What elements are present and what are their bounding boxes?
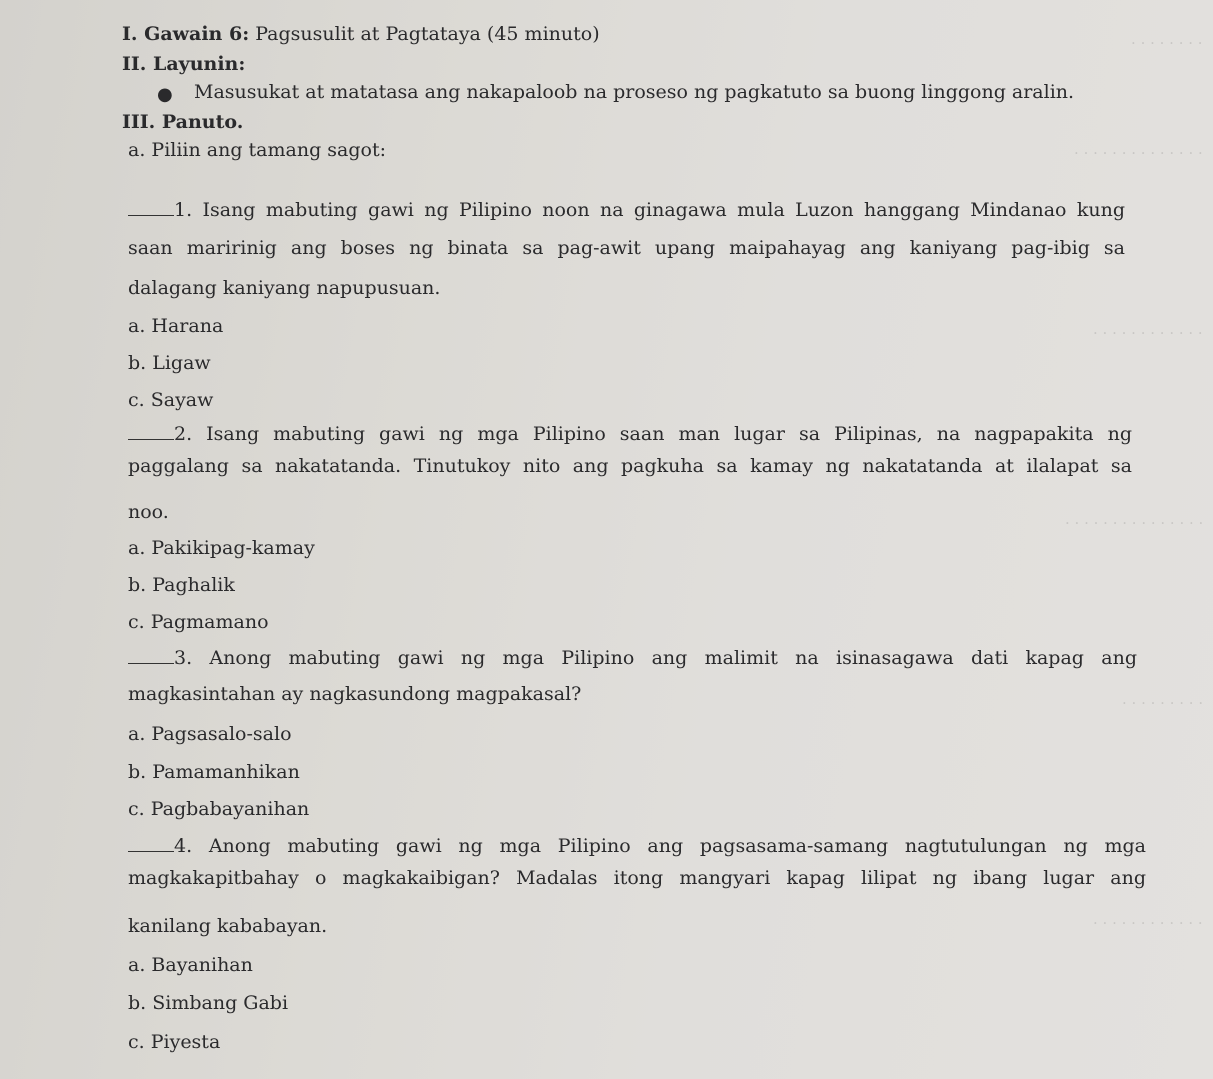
choice-4c[interactable]: c. Piyesta <box>128 1031 221 1053</box>
answer-blank-3[interactable] <box>128 647 174 664</box>
choice-2b[interactable]: b. Paghalik <box>128 574 235 596</box>
choice-2c[interactable]: c. Pagmamano <box>128 611 269 633</box>
question-1-line-2: saan maririnig ang boses ng binata sa pag-awit upang maipahayag ang kaniyang pag-ibig sa <box>128 237 1125 259</box>
section-panuto: III. Panuto. <box>122 111 244 133</box>
question-1-line-3: dalagang kaniyang napupusuan. <box>128 277 441 299</box>
choice-4b[interactable]: b. Simbang Gabi <box>128 992 289 1014</box>
choice-1b[interactable]: b. Ligaw <box>128 352 211 374</box>
choice-1a[interactable]: a. Harana <box>128 315 224 337</box>
answer-blank-4[interactable] <box>128 835 174 852</box>
question-2-line-2: paggalang sa nakatatanda. Tinutukoy nito ang pagkuha sa kamay ng nakatatanda at ilalapat sa <box>128 455 1132 477</box>
objective-text: Masusukat at matatasa ang nakapaloob na proseso ng pagkatuto sa buong linggong aralin. <box>194 81 1075 103</box>
question-4-line-2: magkakapitbahay o magkakaibigan? Madalas itong mangyari kapag lilipat ng ibang lugar ang <box>128 867 1146 889</box>
question-3-line-2: magkasintahan ay nagkasundong magpakasal? <box>128 683 582 705</box>
bullet-icon: ● <box>157 84 173 105</box>
choice-3a[interactable]: a. Pagsasalo-salo <box>128 723 292 745</box>
section-gawain <box>122 22 600 46</box>
question-2-line-3: noo. <box>128 501 169 523</box>
worksheet-page: . . . . . . . . . . . . . . . . . . . . . . . . . . . . . . . . . . . . . . . . . . . . . . . . . . . . . . . . . . . . . . . . . . . . . . I. Gawain 6: Pagsusulit at Pagtataya (45 minuto) II. Layunin: ● Masusukat at matatasa ang nakapaloob na proseso ng pagkatuto sa buong linggong aralin. III. Panuto. a. Piliin ang tamang sagot: 1. Isang mabuting gawi ng Pilipino noon na ginagawa mula Luzon hanggang Mindanao kung saan maririnig ang boses ng binata sa pag-awit upang maipahayag ang kaniyang pag-ibig sa dalagang kaniyang napupusuan. a. Harana b. Ligaw c. Sayaw 2. Isang mabuting gawi ng mga Pilipino saan man lugar sa Pilipinas, na nagpapakita ng paggalang sa nakatatanda. Tinutukoy nito ang pagkuha sa kamay ng nakatatanda at ilalapat sa noo. a. Pakikipag-kamay b. Paghalik c. Pagmamano 3. Anong mabuting gawi ng mga Pilipino ang malimit na isinasagawa dati kapag ang magkasintahan ay nagkasundong magpakasal? a. Pagsasalo-salo b. Pamamanhikan c. Pagbabayanihan 4. Anong mabuting gawi ng mga Pilipino ang pagsasama-samang nagtutulungan ng mga magkakapitbahay o magkakaibigan? Madalas itong mangyari kapag lilipat ng ibang lugar ang kanilang kababayan. a. Bayanihan b. Simbang Gabi c. Piyesta <box>122 23 1203 1053</box>
choice-1c[interactable]: c. Sayaw <box>128 389 214 411</box>
choice-4a[interactable]: a. Bayanihan <box>128 954 253 976</box>
question-2-line-1: 2. Isang mabuting gawi ng mga Pilipino saan man lugar sa Pilipinas, na nagpapakita ng <box>128 422 1132 446</box>
section-layunin: II. Layunin: <box>122 53 246 75</box>
question-3-line-1: 3. Anong mabuting gawi ng mga Pilipino ang malimit na isinasagawa dati kapag ang <box>128 646 1137 670</box>
choice-2a[interactable]: a. Pakikipag-kamay <box>128 537 315 559</box>
question-4-line-1: 4. Anong mabuting gawi ng mga Pilipino ang pagsasama-samang nagtutulungan ng mga <box>128 834 1146 858</box>
choice-3c[interactable]: c. Pagbabayanihan <box>128 798 310 820</box>
section-gawain-label: I. Gawain 6: <box>122 23 250 45</box>
question-4-line-3: kanilang kababayan. <box>128 915 328 937</box>
answer-blank-1[interactable] <box>128 199 174 216</box>
section-gawain-title: Pagsusulit at Pagtataya (45 minuto) <box>255 23 600 45</box>
answer-blank-2[interactable] <box>128 423 174 440</box>
choice-3b[interactable]: b. Pamamanhikan <box>128 761 300 783</box>
question-1-line-1: 1. Isang mabuting gawi ng Pilipino noon na ginagawa mula Luzon hanggang Mindanao kung <box>128 198 1125 222</box>
instruction-text: a. Piliin ang tamang sagot: <box>128 139 387 161</box>
